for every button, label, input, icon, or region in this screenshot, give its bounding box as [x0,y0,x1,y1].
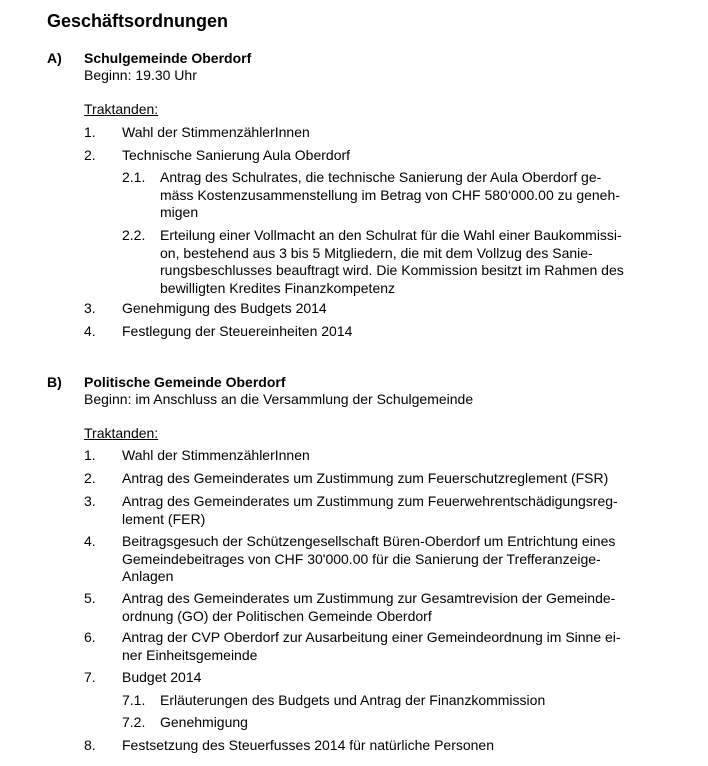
list-item-number: 7. [84,669,96,685]
list-item-number: 5. [84,590,96,606]
list-item: Antrag der CVP Oberdorf zur Ausarbeitung einer Gemeindeordnung im Sinne ei- ner Einheitsgemeinde [122,629,621,663]
list-item-number: 2. [84,147,96,163]
sub-item: Erteilung einer Vollmacht an den Schulrat für die Wahl einer Baukommissi- on, bestehend aus 3 bis 5 Mitgliedern, die mit dem Vollzug des Sanie- rungsbeschlusses beauftragt wird. Die Kommission besitzt im Rahmen des bewilligten Kredites Finanzkompetenz [160,227,624,296]
list-item: Festlegung der Steuereinheiten 2014 [122,323,353,339]
list-item: Technische Sanierung Aula Oberdorf [122,147,351,163]
section-a-heading: Schulgemeinde Oberdorf [84,50,252,66]
sub-item: Antrag des Schulrates, die technische Sanierung der Aula Oberdorf ge- mäss Kostenzusammenstellung im Betrag von CHF 580‘000.00 zu geneh- migen [160,169,620,220]
list-item: Wahl der StimmenzählerInnen [122,447,310,463]
section-b-start: Beginn: im Anschluss an die Versammlung der Schulgemeinde [84,391,474,407]
list-item: Festsetzung des Steuerfusses 2014 für natürliche Personen [122,737,494,753]
list-item: Budget 2014 [122,669,202,685]
list-item: Antrag des Gemeinderates um Zustimmung zum Feuerschutzreglement (FSR) [122,470,609,486]
page-title: Geschäftsordnungen [47,11,229,31]
list-item-number: 2. [84,470,96,486]
sub-item-number: 2.1. [122,169,146,185]
section-b-heading: Politische Gemeinde Oberdorf [84,374,286,390]
sub-item-number: 7.1. [122,692,146,708]
section-b-marker: B) [47,374,62,390]
section-a-start: Beginn: 19.30 Uhr [84,67,197,83]
sub-item: Genehmigung [160,714,248,730]
list-item-number: 1. [84,124,96,140]
section-a-marker: A) [47,50,62,66]
list-item-number: 6. [84,629,96,645]
list-item-number: 4. [84,533,96,549]
list-item-number: 4. [84,323,96,339]
list-item: Antrag des Gemeinderates um Zustimmung zur Gesamtrevision der Gemeinde- ordnung (GO) der Politischen Gemeinde Oberdorf [122,590,616,624]
list-item-number: 3. [84,300,96,316]
list-item-number: 3. [84,493,96,509]
sub-item-number: 2.2. [122,227,146,243]
list-item: Wahl der StimmenzählerInnen [122,124,310,140]
list-item: Beitragsgesuch der Schützengesellschaft Büren-Oberdorf um Entrichtung eines Gemeindebeitrages von CHF 30'000.00 für die Sanierung der Trefferanzeige- Anlagen [122,533,616,584]
list-item: Genehmigung des Budgets 2014 [122,300,327,316]
sub-item-number: 7.2. [122,714,146,730]
list-item-number: 1. [84,447,96,463]
section-b-agenda-label: Traktanden: [84,425,159,441]
list-item: Antrag des Gemeinderates um Zustimmung zum Feuerwehrentschädigungsreg- lement (FER) [122,493,618,527]
section-a-agenda-label: Traktanden: [84,101,159,117]
sub-item: Erläuterungen des Budgets und Antrag der Finanzkommission [160,692,546,708]
list-item-number: 8. [84,737,96,753]
